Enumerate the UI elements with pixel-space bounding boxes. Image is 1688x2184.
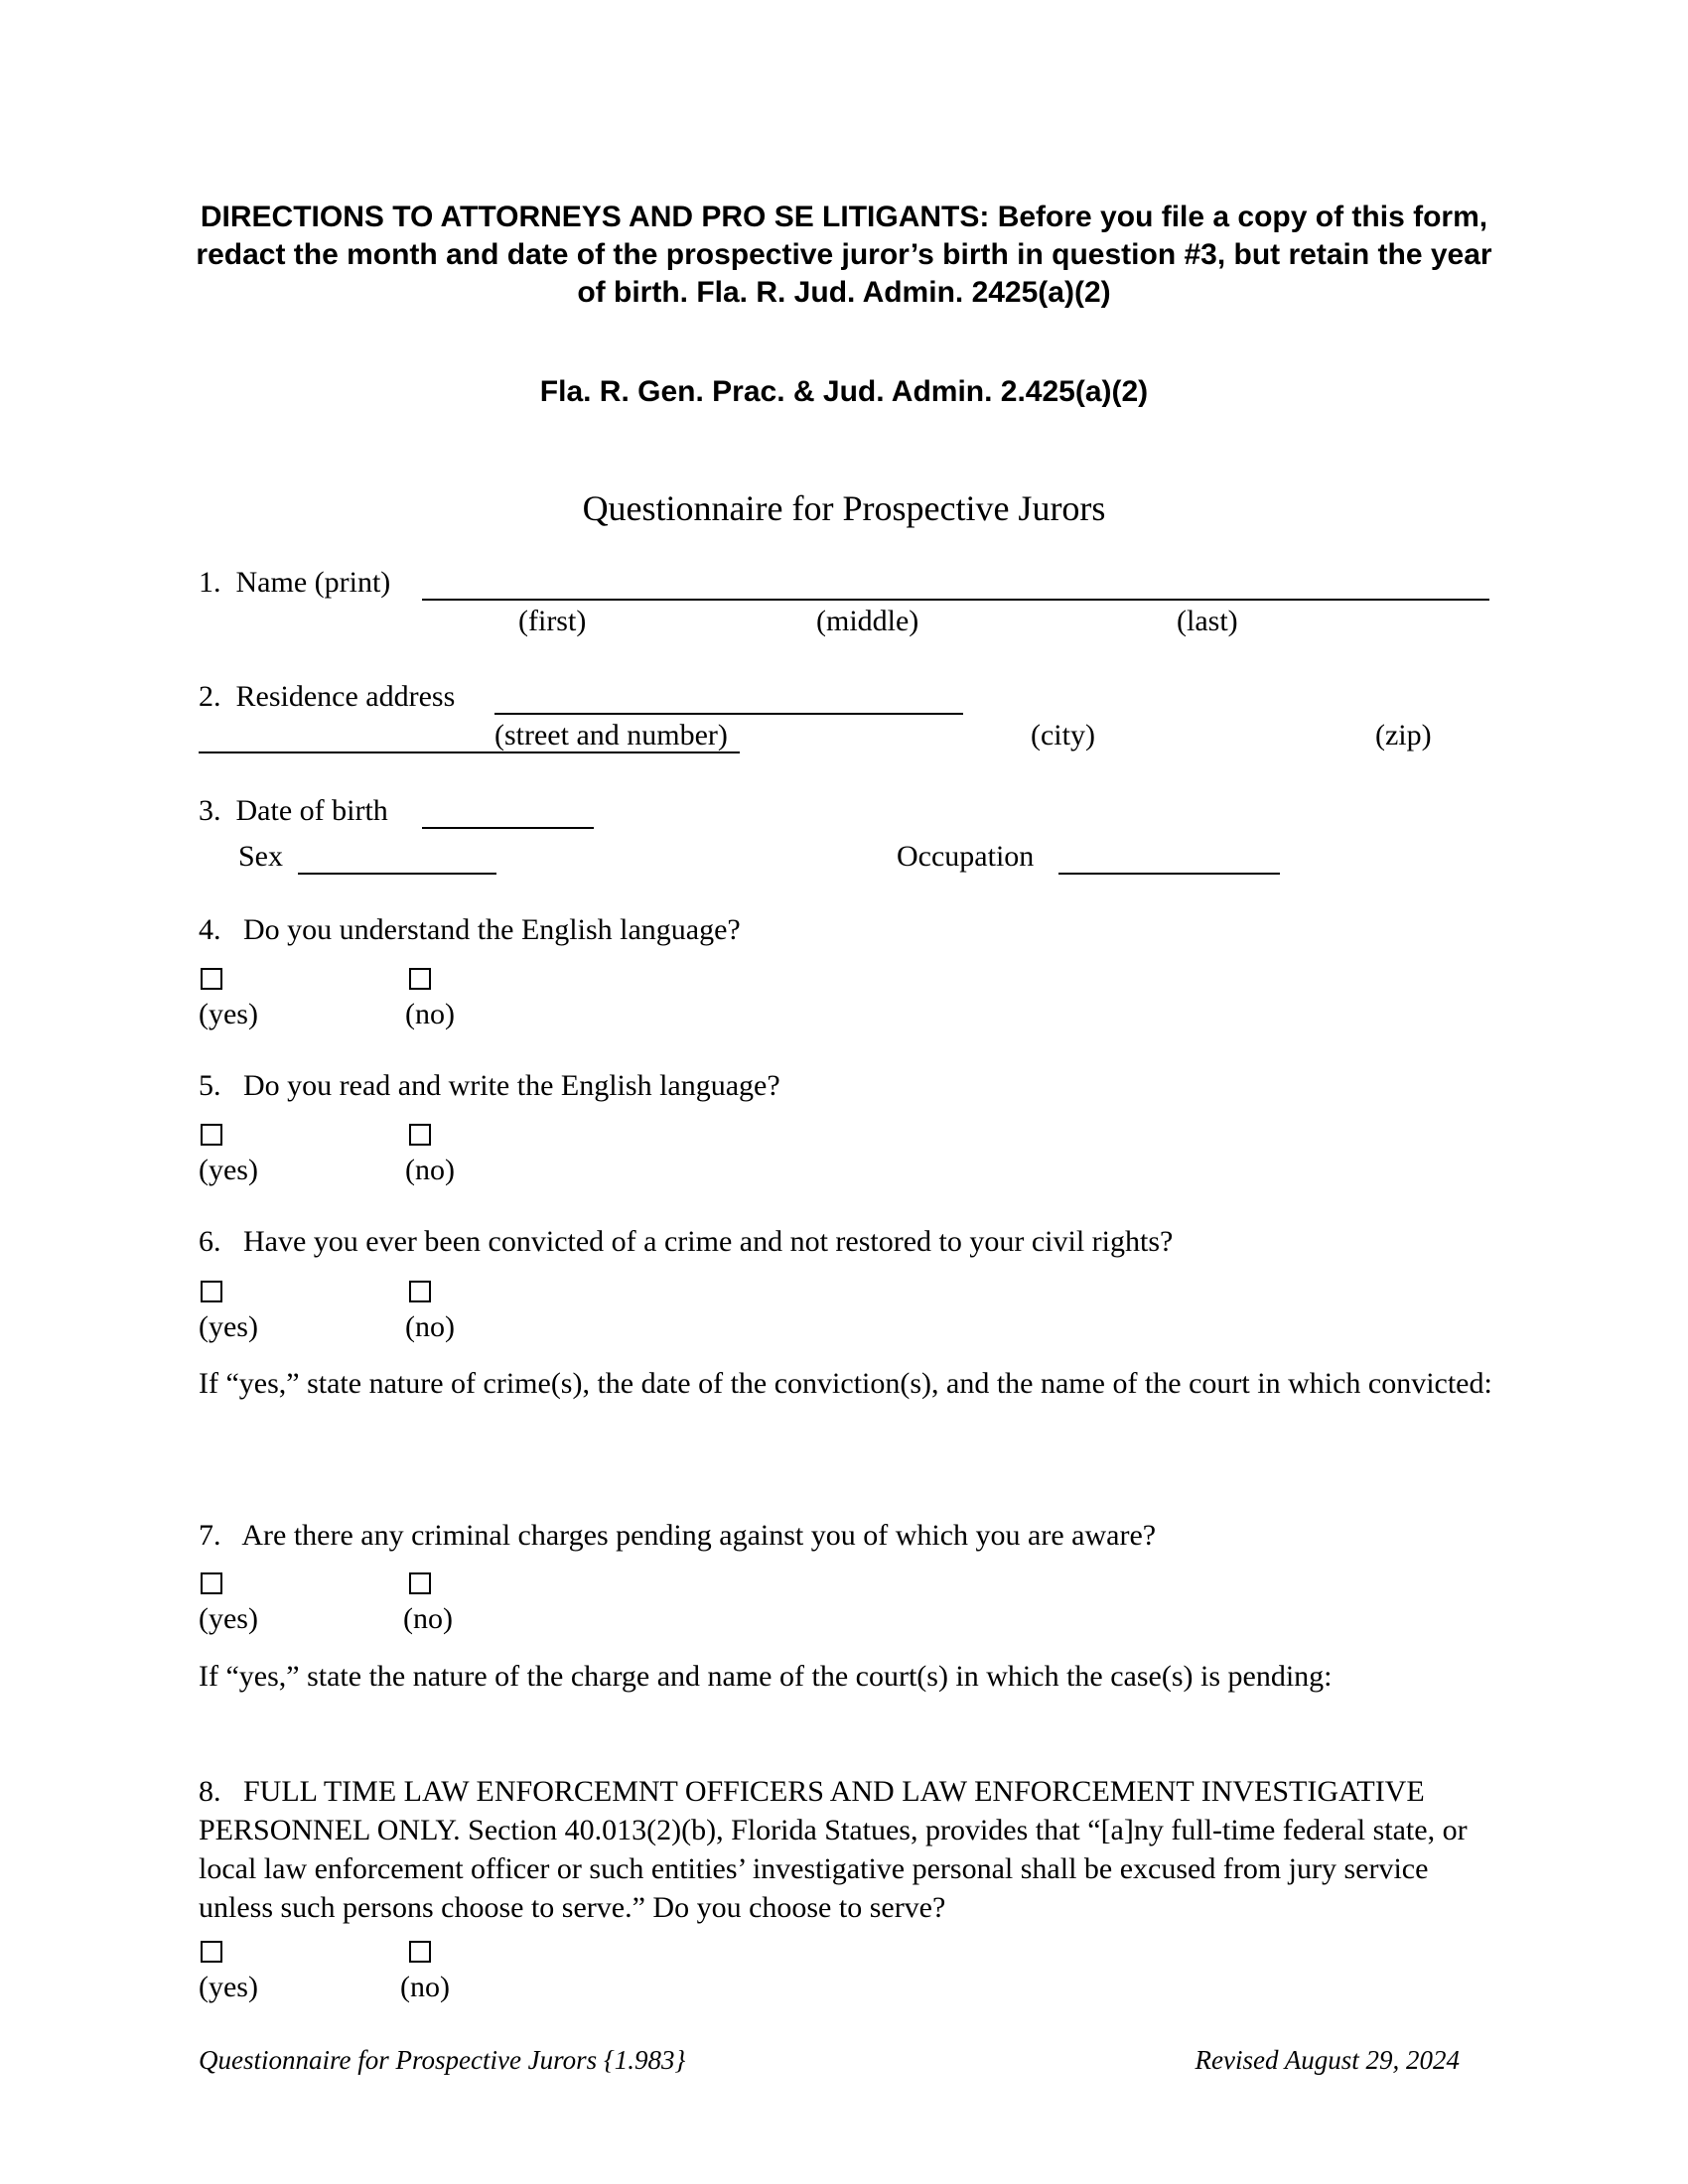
- q5-yes-label: (yes): [199, 1154, 258, 1186]
- occupation-input[interactable]: [1058, 873, 1280, 875]
- q2-label: 2. Residence address: [199, 680, 456, 713]
- q7-followup: If “yes,” state the nature of the charge and name of the court(s) in which the case(s) is pending:: [199, 1660, 1333, 1693]
- name-input[interactable]: [422, 599, 1489, 601]
- address-city-caption: (city): [1031, 719, 1095, 751]
- q8-text: 8. FULL TIME LAW ENFORCEMNT OFFICERS AND LAW ENFORCEMENT INVESTIGATIVE PERSONNEL ONLY. Section 40.013(2)(b), Florida Statues, provides that “[a]ny full-time federal state, or local law enforcement officer or such entities’ investigative personal shall be excused from jury service unless such persons choose to serve.” Do you choose to serve?: [199, 1775, 1476, 1924]
- q8-no-label: (no): [400, 1971, 450, 2003]
- address-zip-caption: (zip): [1375, 719, 1432, 751]
- sex-label: Sex: [238, 840, 283, 873]
- q8-no-checkbox[interactable]: [409, 1941, 431, 1963]
- q7-no-label: (no): [403, 1602, 453, 1635]
- q4-yes-label: (yes): [199, 998, 258, 1030]
- q5-question: 5. Do you read and write the English language?: [199, 1069, 780, 1102]
- name-first-caption: (first): [518, 605, 587, 637]
- date-of-birth-input[interactable]: [422, 827, 594, 829]
- q5-yes-checkbox[interactable]: [201, 1124, 222, 1146]
- q4-no-label: (no): [405, 998, 455, 1030]
- q4-question: 4. Do you understand the English language?: [199, 913, 741, 946]
- sex-input[interactable]: [298, 873, 496, 875]
- q3-label: 3. Date of birth: [199, 794, 388, 827]
- q5-no-label: (no): [405, 1154, 455, 1186]
- q7-question: 7. Are there any criminal charges pending against you of which you are aware?: [199, 1519, 1157, 1552]
- q6-no-checkbox[interactable]: [409, 1281, 431, 1302]
- rule-citation: Fla. R. Gen. Prac. & Jud. Admin. 2.425(a)(2): [539, 375, 1149, 408]
- q6-yes-label: (yes): [199, 1310, 258, 1343]
- q8-yes-label: (yes): [199, 1971, 258, 2003]
- q6-question: 6. Have you ever been convicted of a crime and not restored to your civil rights?: [199, 1225, 1174, 1258]
- name-last-caption: (last): [1177, 605, 1238, 637]
- q8-yes-checkbox[interactable]: [201, 1941, 222, 1963]
- q5-no-checkbox[interactable]: [409, 1124, 431, 1146]
- q6-followup: If “yes,” state nature of crime(s), the date of the conviction(s), and the name of the court in which convicted:: [199, 1367, 1492, 1400]
- form-title: Questionnaire for Prospective Jurors: [582, 488, 1106, 528]
- q1-label: 1. Name (print): [199, 566, 391, 599]
- address-input[interactable]: [494, 713, 963, 715]
- directions-notice: DIRECTIONS TO ATTORNEYS AND PRO SE LITIGANTS: Before you file a copy of this form, redact the month and date of the prospective juror’s birth in question #3, but retain the year of birth. Fla. R. Jud. Admin. 2425(a)(2): [196, 201, 1492, 309]
- q7-yes-label: (yes): [199, 1602, 258, 1635]
- address-street-caption: (street and number): [494, 719, 728, 751]
- q4-yes-checkbox[interactable]: [201, 968, 222, 990]
- q6-no-label: (no): [405, 1310, 455, 1343]
- footer-revised-date: Revised August 29, 2024: [1195, 2045, 1460, 2075]
- name-middle-caption: (middle): [816, 605, 919, 637]
- q6-yes-checkbox[interactable]: [201, 1281, 222, 1302]
- q7-no-checkbox[interactable]: [409, 1572, 431, 1594]
- occupation-label: Occupation: [897, 840, 1035, 873]
- q7-yes-checkbox[interactable]: [201, 1572, 222, 1594]
- q4-no-checkbox[interactable]: [409, 968, 431, 990]
- footer-form-name: Questionnaire for Prospective Jurors {1.983}: [199, 2045, 686, 2075]
